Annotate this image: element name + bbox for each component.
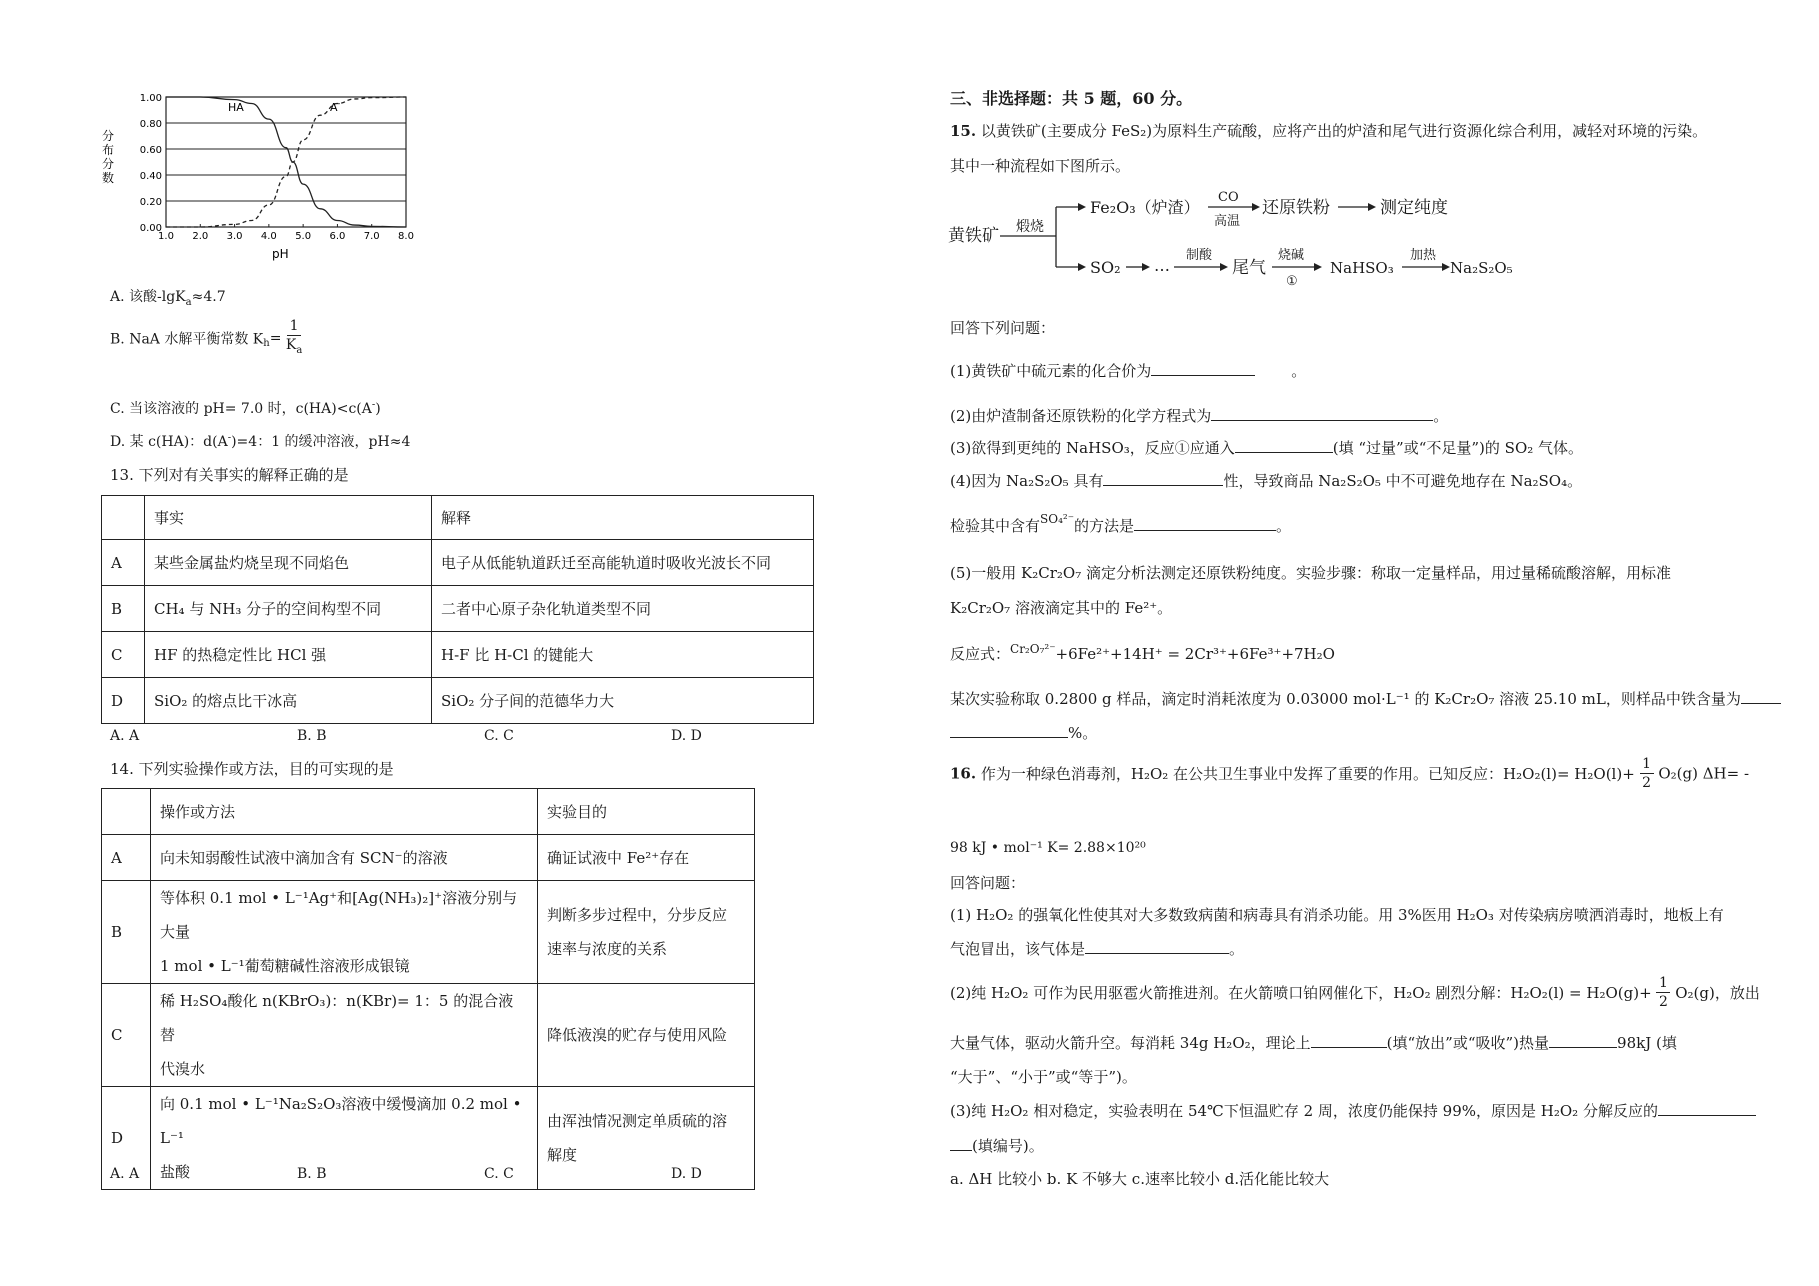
answer-blank[interactable] bbox=[1549, 1033, 1617, 1048]
q16-part3b: (填编号)。 bbox=[950, 1135, 1044, 1156]
q14-option-b: B. B bbox=[297, 1166, 327, 1182]
q16-part2b: 大量气体，驱动火箭升空。每消耗 34g H₂O₂，理论上 (填“放出”或“吸收”)热量 98kJ (填 bbox=[950, 1034, 1677, 1052]
row-operation-line: 等体积 0.1 mol • L⁻¹Ag⁺和[Ag(NH₃)₂]⁺溶液分别与大量 bbox=[160, 889, 518, 941]
q16-options: a. ΔH 比较小 b. K 不够大 c.速率比较小 d.活化能比较大 bbox=[950, 1170, 1330, 1188]
table-header-cell bbox=[102, 789, 151, 835]
table-header-row bbox=[102, 496, 814, 540]
answer-blank[interactable] bbox=[1658, 1101, 1756, 1116]
row-operation-line: 稀 H₂SO₄酸化 n(KBrO₃)：n(KBr)= 1：5 的混合液替 bbox=[160, 992, 514, 1044]
flow-tail-gas: 尾气 bbox=[1232, 258, 1266, 278]
q15-answer-prompt: 回答下列问题： bbox=[950, 319, 1056, 337]
row-explanation: H-F 比 H-Cl 的键能大 bbox=[432, 632, 814, 678]
arrow-head bbox=[1442, 263, 1450, 271]
y-title-char: 分 bbox=[102, 129, 115, 143]
row-key: B bbox=[102, 586, 145, 632]
flow-fe2o3: Fe₂O₃（炉渣） bbox=[1090, 198, 1200, 217]
row-aim-line: 由浑浊情况测定单质硫的溶 bbox=[547, 1112, 728, 1130]
q16-part2c: “大于”、“小于”或“等于”)。 bbox=[950, 1068, 1137, 1086]
q16-part3a: (3)纯 H₂O₂ 相对稳定，实验表明在 54℃下恒温贮存 2 周，浓度仍能保持 99%，原因是 H₂O₂ 分解反应的 bbox=[950, 1100, 1756, 1121]
q13-option-b: B. B bbox=[297, 728, 327, 744]
q12-option-d: D. 某 c(HA)：d(A-)=4：1 的缓冲溶液，pH≈4 bbox=[110, 432, 411, 450]
q13-table bbox=[101, 495, 814, 724]
y-tick-label: 0.40 bbox=[139, 171, 162, 182]
x-tick-label: 8.0 bbox=[398, 231, 414, 242]
arrow-head bbox=[1314, 263, 1322, 271]
table-header-cell bbox=[102, 496, 145, 540]
kh-fraction: $\frac{1}{K_a}$ bbox=[285, 318, 303, 356]
process-flow-diagram bbox=[940, 185, 1520, 290]
row-aim-line: 确证试液中 Fe²⁺存在 bbox=[547, 848, 690, 867]
table-header-row bbox=[102, 789, 755, 835]
q14-table bbox=[101, 788, 755, 1190]
q15-part5c: 反应式：$^{Cr_2O_7^{2-}}$+6Fe²⁺+14H⁺ = 2Cr³⁺+6Fe³⁺+7H₂O bbox=[950, 642, 1335, 663]
q16-part1b: 气泡冒出，该气体是 。 bbox=[950, 940, 1245, 958]
answer-blank[interactable] bbox=[1151, 361, 1255, 376]
q13-option-c: C. C bbox=[484, 728, 514, 744]
row-operation bbox=[151, 984, 538, 1087]
row-fact: 某些金属盐灼烧呈现不同焰色 bbox=[145, 540, 432, 586]
flow-high-temp: 高温 bbox=[1214, 214, 1241, 229]
arrow-head bbox=[1142, 263, 1150, 271]
y-tick-label: 1.00 bbox=[139, 93, 162, 104]
answer-blank[interactable] bbox=[950, 1136, 972, 1151]
row-operation-line: 向 0.1 mol • L⁻¹Na₂S₂O₃溶液中缓慢滴加 0.2 mol • L⁻¹ bbox=[160, 1095, 522, 1147]
table-row bbox=[102, 881, 755, 984]
distribution-graph bbox=[100, 88, 420, 268]
curve-label-a: A- bbox=[330, 99, 341, 114]
y-title-char: 布 bbox=[102, 143, 115, 157]
row-key: A bbox=[102, 835, 151, 881]
table-row bbox=[102, 835, 755, 881]
flow-measure-purity: 测定纯度 bbox=[1380, 198, 1448, 218]
flow-start: 黄铁矿 bbox=[948, 226, 999, 246]
flow-nahso3: NaHSO₃ bbox=[1330, 259, 1394, 277]
flow-dots: … bbox=[1154, 256, 1170, 275]
row-key: D bbox=[102, 1087, 151, 1190]
flow-step1: ① bbox=[1286, 274, 1298, 289]
flow-na2s2o5: Na₂S₂O₅ bbox=[1450, 259, 1513, 277]
series-line-ha bbox=[166, 97, 406, 227]
q14-stem: 14. 下列实验操作或方法，目的可实现的是 bbox=[110, 760, 394, 778]
x-tick-label: 4.0 bbox=[260, 231, 277, 242]
x-tick-label: 5.0 bbox=[295, 231, 312, 242]
table-header-cell: 操作或方法 bbox=[151, 789, 538, 835]
row-operation bbox=[151, 835, 538, 881]
q14-option-a: A. A bbox=[110, 1166, 140, 1182]
row-operation-line: 1 mol • L⁻¹葡萄糖碱性溶液形成银镜 bbox=[160, 957, 410, 975]
q15-part5e: %。 bbox=[950, 722, 1097, 743]
series-line-a bbox=[166, 97, 406, 227]
q15-part5b: K₂Cr₂O₇ 溶液滴定其中的 Fe²⁺。 bbox=[950, 599, 1173, 617]
q12-option-b: B. NaA 水解平衡常数 $K_h=$ $\frac{1}{K_a}$ bbox=[110, 318, 302, 359]
half-fraction: $\frac{1}{2}$ bbox=[1656, 975, 1670, 1010]
y-axis-title bbox=[102, 128, 118, 185]
q13-option-d: D. D bbox=[671, 728, 702, 744]
flow-so2: SO₂ bbox=[1090, 258, 1121, 277]
row-aim-line: 降低液溴的贮存与使用风险 bbox=[547, 1026, 728, 1044]
answer-blank[interactable] bbox=[1235, 438, 1333, 453]
row-operation bbox=[151, 881, 538, 984]
answer-blank[interactable] bbox=[1085, 939, 1229, 954]
q16-answer-prompt: 回答问题： bbox=[950, 874, 1026, 892]
x-tick-label: 7.0 bbox=[363, 231, 380, 242]
row-key: D bbox=[102, 678, 145, 724]
flow-base: 烧碱 bbox=[1278, 248, 1305, 263]
x-tick-label: 2.0 bbox=[192, 231, 209, 242]
q12-option-a: A. 该酸-lgK$_a$≈4.7 bbox=[110, 289, 226, 308]
q16-part1a: (1) H₂O₂ 的强氧化性使其对大多数致病菌和病毒具有消杀功能。用 3%医用 H₂O₃ 对传染病房喷洒消毒时，地板上有 bbox=[950, 906, 1724, 924]
row-aim-line: 解度 bbox=[547, 1146, 578, 1164]
y-tick-label: 0.80 bbox=[139, 119, 162, 130]
q15-part4b: 检验其中含有$^{SO_4^{2-}}$的方法是 。 bbox=[950, 512, 1292, 535]
x-axis-label: pH bbox=[272, 247, 289, 261]
table-row bbox=[102, 586, 814, 632]
table-header-cell: 事实 bbox=[145, 496, 432, 540]
table-row bbox=[102, 632, 814, 678]
x-tick-label: 6.0 bbox=[329, 231, 346, 242]
q15-stem-line2: 其中一种流程如下图所示。 bbox=[950, 157, 1131, 175]
flow-acid: 制酸 bbox=[1186, 248, 1213, 263]
row-key: C bbox=[102, 632, 145, 678]
q16-stem-line1: 16. 作为一种绿色消毒剂，H₂O₂ 在公共卫生事业中发挥了重要的作用。已知反应：H₂O₂(l)= H₂O(l)+ $\frac{1}{2}$ O₂(g) ΔH= - bbox=[950, 756, 1750, 791]
q15-stem-line1: 15. 以黄铁矿(主要成分 FeS₂)为原料生产硫酸，应将产出的炉渣和尾气进行资源化综合利用，减轻对环境的污染。 bbox=[950, 122, 1708, 140]
table-row bbox=[102, 1087, 755, 1190]
graph-frame bbox=[166, 97, 406, 227]
q16-part2a: (2)纯 H₂O₂ 可作为民用驱雹火箭推进剂。在火箭喷口铂网催化下，H₂O₂ 剧烈分解：H₂O₂(l) = H₂O(g)+ $\frac{1}{2}$ O₂(g)，放出 bbox=[950, 975, 1760, 1010]
row-explanation: 二者中心原子杂化轨道类型不同 bbox=[432, 586, 814, 632]
row-explanation: 电子从低能轨道跃迁至高能轨道时吸收光波长不同 bbox=[432, 540, 814, 586]
row-fact: HF 的热稳定性比 HCl 强 bbox=[145, 632, 432, 678]
table-row bbox=[102, 984, 755, 1087]
row-operation bbox=[151, 1087, 538, 1190]
q12-option-c: C. 当该溶液的 pH= 7.0 时，c(HA)<c(A-) bbox=[110, 399, 381, 417]
q15-part5a: (5)一般用 K₂Cr₂O₇ 滴定分析法测定还原铁粉纯度。实验步骤：称取一定量样品，用过量稀硫酸溶解，用标准 bbox=[950, 564, 1671, 582]
table-row bbox=[102, 540, 814, 586]
answer-blank[interactable] bbox=[1134, 516, 1276, 531]
x-tick-label: 1.0 bbox=[158, 231, 174, 242]
table-header-cell: 实验目的 bbox=[538, 789, 755, 835]
q13-stem: 13. 下列对有关事实的解释正确的是 bbox=[110, 466, 349, 484]
flow-calcine: 煅烧 bbox=[1016, 219, 1044, 235]
row-operation-line: 盐酸 bbox=[160, 1163, 191, 1181]
answer-blank[interactable] bbox=[1103, 471, 1223, 486]
answer-blank[interactable] bbox=[1211, 406, 1433, 421]
q13-option-a: A. A bbox=[110, 728, 140, 744]
row-operation-line: 向未知弱酸性试液中滴加含有 SCN⁻的溶液 bbox=[160, 848, 448, 867]
arrow-head bbox=[1078, 203, 1086, 211]
row-key: A bbox=[102, 540, 145, 586]
half-fraction: $\frac{1}{2}$ bbox=[1640, 756, 1654, 791]
y-title-char: 数 bbox=[102, 171, 115, 185]
curve-label-ha: HA bbox=[228, 101, 244, 114]
q15-part5d: 某次实验称取 0.2800 g 样品，滴定时消耗浓度为 0.03000 mol·L⁻¹ 的 K₂Cr₂O₇ 溶液 25.10 mL，则样品中铁含量为 bbox=[950, 688, 1781, 709]
q15-part4a: (4)因为 Na₂S₂O₅ 具有 性，导致商品 Na₂S₂O₅ 中不可避免地存在 Na₂SO₄。 bbox=[950, 472, 1583, 490]
q14-option-d: D. D bbox=[671, 1166, 702, 1182]
arrow-head bbox=[1368, 203, 1376, 211]
y-tick-label: 0.20 bbox=[139, 197, 162, 208]
y-title-char: 分 bbox=[102, 157, 115, 171]
y-tick-label: 0.00 bbox=[139, 223, 162, 234]
arrow-head bbox=[1078, 263, 1086, 271]
row-operation-line: 代溴水 bbox=[160, 1060, 206, 1078]
answer-blank[interactable] bbox=[1741, 689, 1781, 704]
row-aim bbox=[538, 1087, 755, 1190]
row-key: C bbox=[102, 984, 151, 1087]
row-key: B bbox=[102, 881, 151, 984]
answer-blank[interactable] bbox=[950, 723, 1068, 738]
arrow-head bbox=[1252, 203, 1260, 211]
q14-option-c: C. C bbox=[484, 1166, 514, 1182]
q15-part3: (3)欲得到更纯的 NaHSO₃，反应①应通入 (填 “过量”或“不足量”)的 SO₂ 气体。 bbox=[950, 439, 1584, 457]
row-fact: SiO₂ 的熔点比干冰高 bbox=[145, 678, 432, 724]
table-row bbox=[102, 678, 814, 724]
row-aim-line: 判断多步过程中，分步反应 bbox=[547, 906, 728, 924]
y-tick-label: 0.60 bbox=[139, 145, 162, 156]
row-fact: CH₄ 与 NH₃ 分子的空间构型不同 bbox=[145, 586, 432, 632]
x-tick-label: 3.0 bbox=[226, 231, 243, 242]
q15-part2: (2)由炉渣制备还原铁粉的化学方程式为 。 bbox=[950, 407, 1449, 425]
q16-stem-line2: 98 kJ • mol⁻¹ K= 2.88×10²⁰ bbox=[950, 840, 1146, 856]
answer-blank[interactable] bbox=[1311, 1033, 1387, 1048]
row-explanation: SiO₂ 分子间的范德华力大 bbox=[432, 678, 814, 724]
q15-part1: (1)黄铁矿中硫元素的化合价为 。 bbox=[950, 362, 1307, 380]
flow-heat: 加热 bbox=[1410, 248, 1437, 263]
arrow-head bbox=[1220, 263, 1228, 271]
row-aim bbox=[538, 835, 755, 881]
row-aim bbox=[538, 984, 755, 1087]
table-header-cell: 解释 bbox=[432, 496, 814, 540]
section-title: 三、非选择题：共 5 题，60 分。 bbox=[950, 89, 1193, 108]
flow-iron-powder: 还原铁粉 bbox=[1262, 198, 1330, 218]
row-aim bbox=[538, 881, 755, 984]
row-aim-line: 速率与浓度的关系 bbox=[547, 940, 668, 958]
flow-co: CO bbox=[1218, 190, 1239, 205]
